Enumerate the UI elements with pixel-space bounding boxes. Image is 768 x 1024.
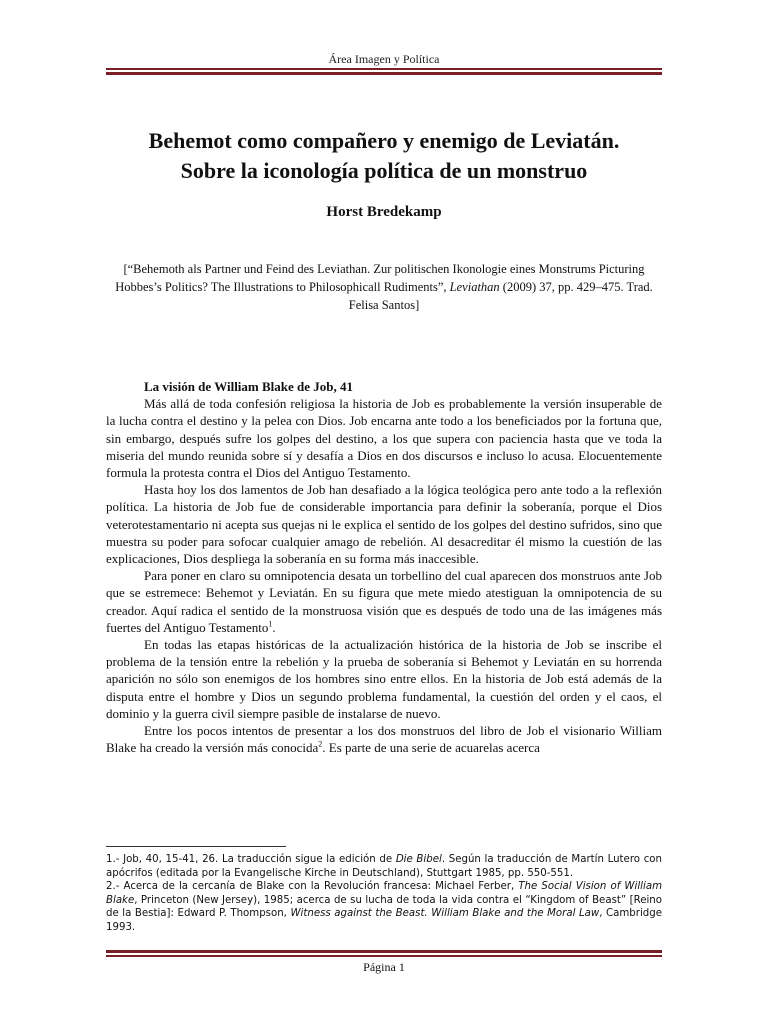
paragraph-5-end: . Es parte de una serie de acuarelas acerca bbox=[322, 740, 540, 756]
page-number: Página 1 bbox=[363, 960, 405, 974]
footnote-1 bbox=[106, 853, 662, 880]
footnote-2-title-1: The Social Vision of William Blake bbox=[106, 881, 662, 906]
citation-text-2: (2009) 37, pp. 429–475. Trad. Felisa Santos] bbox=[348, 280, 653, 312]
title-line-1: Behemot como compañero y enemigo de Leviatán. bbox=[148, 128, 620, 153]
paragraph-2: Hasta hoy los dos lamentos de Job han desafiado a la lógica teológica pero ante todo a la reflexión política. La historia de Job fue de considerable importancia para definir la soberanía, porque el Dios veterotestamentario ni acepta sus quejas ni le explica el sentido de los golpes del destino sufridos, sino que muestra su poder para sofocar cualquier amago de rebelión. Al desacreditar él mismo la cuestión de las explicaciones, Dios despliega la soberanía en su forma más inaccesible. bbox=[106, 482, 662, 567]
paragraph-4: En todas las etapas históricas de la actualización histórica de la historia de Job se inscribe el problema de la tensión entre la rebelión y la prueba de soberanía si Behemot y Leviatán en su horrenda aparición no sólo son enemigos de los hombres sino entre ellos. En la historia de Job está además de la disputa entre el hombre y Dios un segundo problema fundamental, la cuestión del orden y el caos, el dominio y la guerra civil siempre pasible de instalarse de nuevo. bbox=[106, 637, 662, 721]
footnote-1-text: 1.- Job, 40, 15-41, 26. La traducción sigue la edición de bbox=[106, 854, 396, 865]
paragraph-5-text: Entre los pocos intentos de presentar a los dos monstruos del libro de Job el visionario William Blake ha creado la versión más conocida bbox=[106, 723, 662, 756]
footnote-1-text-end: . Según la traducción de Martín Lutero con apócrifos (editada por la Evangelische Kirche in Deutschland), Stuttgart 1985, pp. 550-551. bbox=[106, 854, 662, 879]
footnote-2-text-end: , Cambridge 1993. bbox=[106, 908, 662, 933]
paragraph-5 bbox=[106, 722, 662, 756]
footnote-ref-1[interactable]: 1 bbox=[268, 619, 273, 629]
footnote-2 bbox=[106, 880, 662, 934]
running-header: Área Imagen y Política bbox=[328, 52, 440, 66]
footer-rule bbox=[106, 950, 662, 957]
source-citation bbox=[106, 260, 662, 314]
paragraph-3-text: Para poner en claro su omnipotencia desata un torbellino del cual aparecen dos monstruos ante Job que se estremece: Behemot y Leviatán. En su figura que mete miedo atestiguan la omnipotencia de su creador. Aquí radica el sentido de la monstruosa visión que es después de todo una de las imágenes más fuertes del Antiguo Testamento bbox=[106, 568, 662, 635]
citation-text-1: [“Behemoth als Partner und Feind des Leviathan. Zur politischen Ikonologie eines Monstrums Picturing Hobbes’s Politics? The Illustrations to Philosophicall Rudiments”, bbox=[115, 262, 645, 294]
footnotes bbox=[106, 853, 662, 935]
footnote-ref-2[interactable]: 2 bbox=[318, 739, 323, 749]
footnote-separator bbox=[106, 846, 286, 847]
paragraph-3-end: . bbox=[272, 619, 276, 635]
body-text bbox=[106, 378, 662, 756]
footnote-2-text-mid: , Princeton (New Jersey), 1985; acerca de su lucha de toda la vida contra el “Kingdom of Beast” [Reino de la Bestia]: Edward P. Thompson, bbox=[106, 894, 662, 920]
citation-journal: Leviathan bbox=[449, 280, 500, 294]
paragraph-3 bbox=[106, 567, 662, 636]
document-title bbox=[80, 126, 688, 186]
author-name: Horst Bredekamp bbox=[326, 204, 442, 220]
paragraph-1: Más allá de toda confesión religiosa la historia de Job es probablemente la versión insuperable de la lucha contra el destino y la pelea con Dios. Job encarna ante todo a los beneficiados por la fortuna que, sin embargo, después sufre los golpes del destino, a los que supera con paciencia hasta que ve toda la miseria del mundo reunida sobre sí y desafía a Dios en dos discursos e incluso lo acusa. Elocuentemente formula la protesta contra el Dios del Antiguo Testamento. bbox=[106, 396, 662, 481]
title-line-2: Sobre la iconología política de un monstruo bbox=[180, 158, 588, 183]
footnote-2-title-2: Witness against the Beast. William Blake and the Moral Law bbox=[290, 908, 600, 920]
section-heading: La visión de William Blake de Job, 41 bbox=[144, 379, 354, 394]
header-rule bbox=[106, 68, 662, 75]
footnote-1-title: Die Bibel bbox=[395, 854, 442, 865]
footnote-2-text: 2.- Acerca de la cercanía de Blake con la Revolución francesa: Michael Ferber, bbox=[106, 881, 519, 893]
